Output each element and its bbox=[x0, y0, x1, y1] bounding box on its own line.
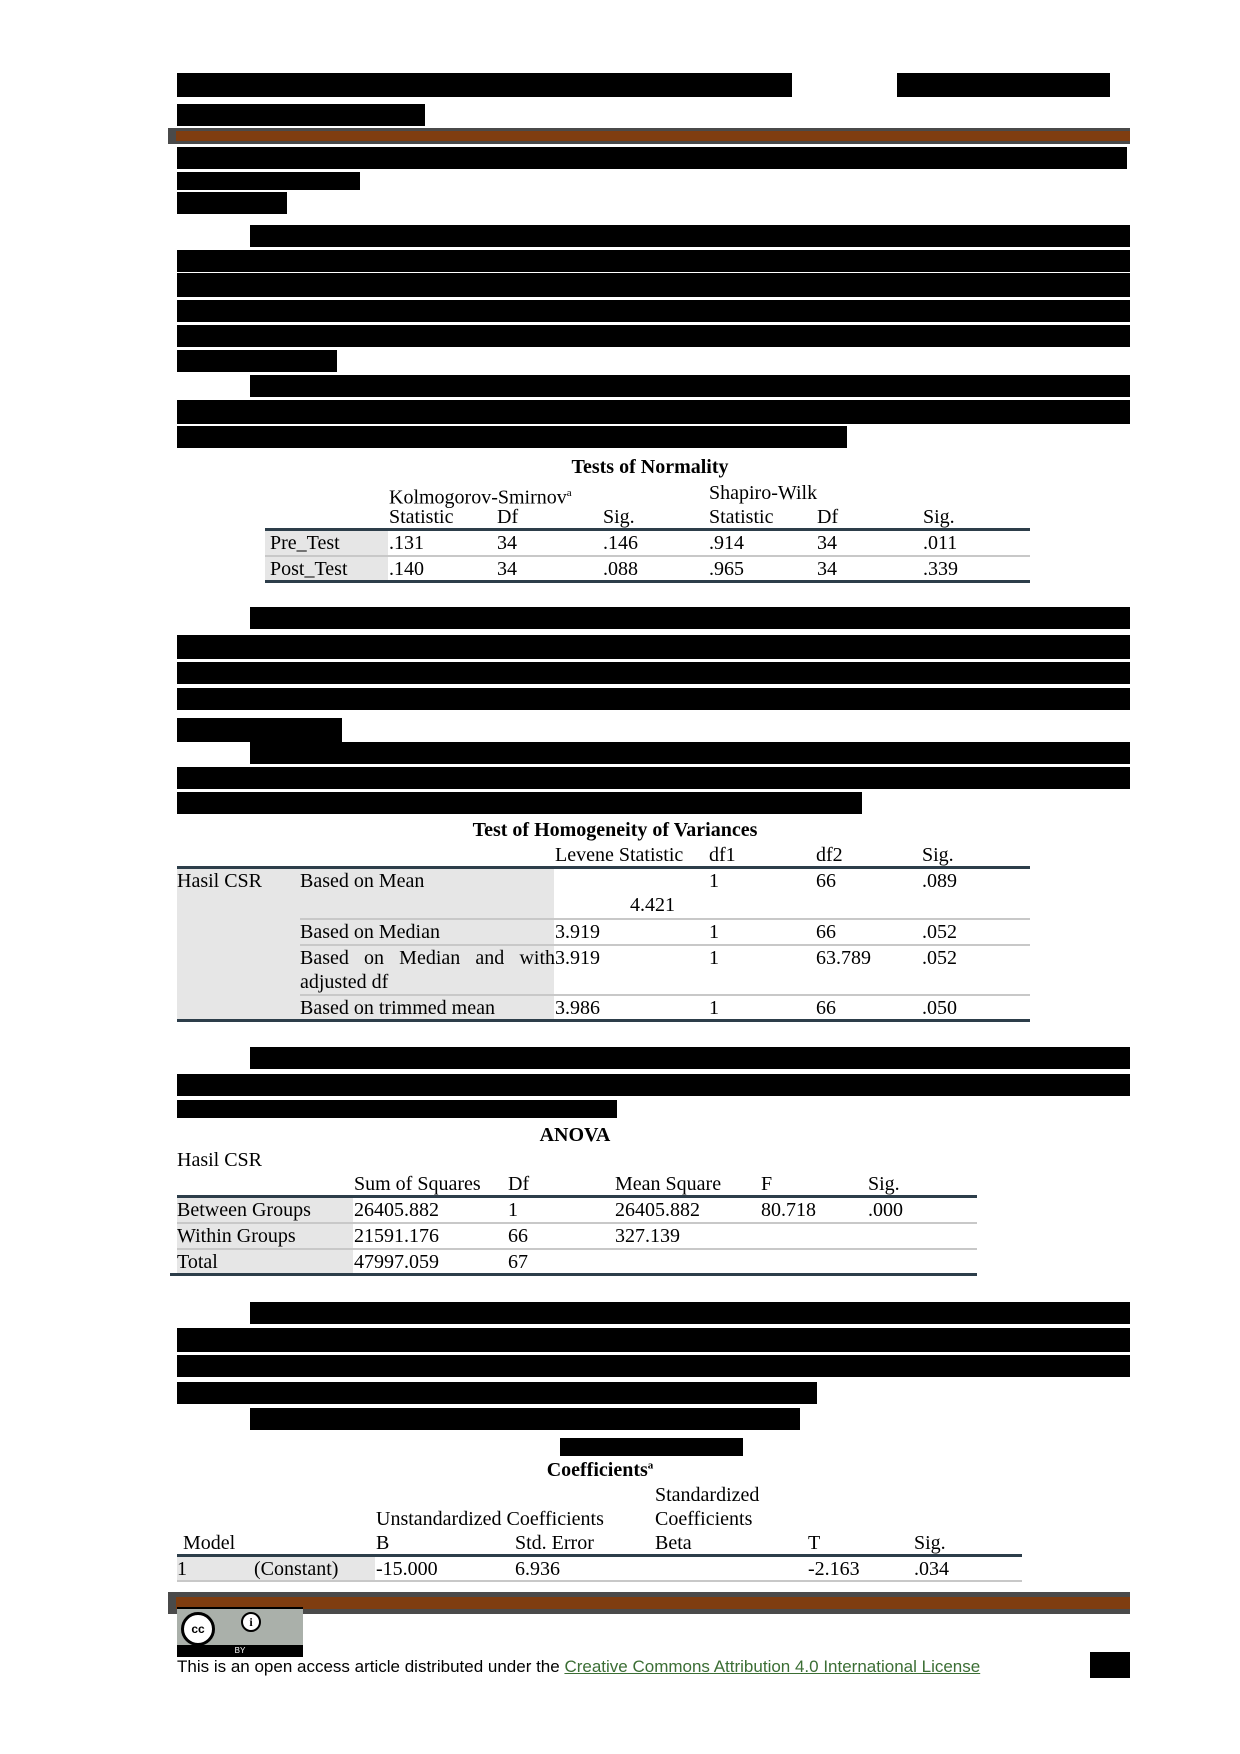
col-header: Sum of Squares bbox=[354, 1173, 481, 1195]
table-cell: .146 bbox=[603, 532, 638, 554]
table-cell: -2.163 bbox=[808, 1558, 860, 1580]
table-cell: 21591.176 bbox=[354, 1225, 439, 1247]
redacted-paragraph bbox=[177, 350, 337, 372]
col-header: Levene Statistic bbox=[555, 844, 684, 866]
table-cell: .131 bbox=[389, 532, 424, 554]
table-row-label: Pre_Test bbox=[270, 532, 340, 554]
col-header: Df bbox=[817, 506, 839, 528]
col-header: Sig. bbox=[868, 1173, 900, 1195]
col-header: Sig. bbox=[923, 506, 955, 528]
table-cell: 1 bbox=[709, 997, 719, 1019]
table-cell: 1 bbox=[508, 1199, 518, 1221]
table-cell: 1 bbox=[709, 921, 719, 943]
col-header: Model bbox=[183, 1532, 236, 1554]
redacted-paragraph bbox=[177, 250, 1130, 272]
redacted-paragraph bbox=[250, 375, 1130, 397]
normality-table-title: Tests of Normality bbox=[571, 456, 729, 478]
table-cell: 26405.882 bbox=[354, 1199, 439, 1221]
col-header: Statistic bbox=[709, 506, 774, 528]
redacted-paragraph bbox=[250, 1047, 1130, 1069]
redacted-paragraph bbox=[177, 767, 1130, 789]
table-cell: 3.919 bbox=[555, 947, 600, 969]
top-divider-bar bbox=[168, 128, 1130, 144]
table-cell: 66 bbox=[816, 870, 836, 892]
coefficients-table-title: Coefficients$^a$ bbox=[546, 1459, 654, 1481]
anova-subtitle: Hasil CSR bbox=[177, 1149, 263, 1171]
table-cell: 3.986 bbox=[555, 997, 600, 1019]
redacted-paragraph bbox=[177, 400, 1130, 424]
attribution-icon: i bbox=[241, 1612, 261, 1632]
table-cell: 34 bbox=[497, 532, 517, 554]
redacted-paragraph bbox=[177, 1100, 617, 1118]
redacted-caption bbox=[560, 1438, 743, 1456]
table-cell: 1 bbox=[709, 947, 719, 969]
table-row-label: Based on Mean bbox=[300, 870, 425, 892]
std-group-header: Standardized bbox=[655, 1484, 760, 1506]
table-cell: .034 bbox=[914, 1558, 949, 1580]
table-cell: .914 bbox=[709, 532, 744, 554]
col-header: Sig. bbox=[922, 844, 954, 866]
col-header: F bbox=[761, 1173, 773, 1195]
col-header: B bbox=[376, 1532, 390, 1554]
cc-icon: cc bbox=[181, 1612, 215, 1646]
redacted-paragraph bbox=[250, 742, 1130, 764]
homogeneity-table-title: Test of Homogeneity of Variances bbox=[472, 819, 758, 841]
table-cell: 3.919 bbox=[555, 921, 600, 943]
table-cell: 34 bbox=[817, 558, 837, 580]
table-cell: .011 bbox=[923, 532, 958, 554]
redacted-paragraph bbox=[177, 1074, 1130, 1096]
redacted-paragraph bbox=[177, 426, 847, 448]
redacted-page-number bbox=[1090, 1652, 1130, 1678]
table-row-label-cont: adjusted df bbox=[300, 971, 389, 993]
redacted-paragraph bbox=[250, 225, 1130, 247]
redacted-paragraph bbox=[177, 662, 1130, 684]
redacted-paragraph bbox=[177, 1382, 817, 1404]
col-header: df1 bbox=[709, 844, 736, 866]
table-cell: .052 bbox=[922, 947, 957, 969]
col-header: Statistic bbox=[389, 506, 454, 528]
col-header: Sig. bbox=[603, 506, 635, 528]
table-row-label: Based on trimmed mean bbox=[300, 997, 495, 1019]
table-cell: .000 bbox=[868, 1199, 903, 1221]
col-header: Df bbox=[508, 1173, 530, 1195]
redacted-header-line2 bbox=[177, 104, 425, 126]
std-group-header-2: Coefficients bbox=[655, 1508, 753, 1530]
table-row-label: Based on Median and with bbox=[300, 947, 555, 969]
redacted-paragraph bbox=[177, 273, 1130, 297]
table-cell: 34 bbox=[817, 532, 837, 554]
redacted-paragraph bbox=[177, 1328, 1130, 1352]
license-link[interactable]: Creative Commons Attribution 4.0 International License bbox=[564, 1657, 981, 1676]
cc-by-license-badge[interactable] bbox=[177, 1607, 303, 1657]
table-cell: .050 bbox=[922, 997, 957, 1019]
redacted-paragraph bbox=[177, 1355, 1130, 1377]
table-cell: 327.139 bbox=[615, 1225, 680, 1247]
col-header: T bbox=[808, 1532, 821, 1554]
table-cell: 66 bbox=[816, 921, 836, 943]
table-row-label: Within Groups bbox=[177, 1225, 296, 1247]
table-cell: .339 bbox=[923, 558, 958, 580]
table-cell: .052 bbox=[922, 921, 957, 943]
redacted-paragraph bbox=[177, 172, 360, 190]
table-cell: -15.000 bbox=[376, 1558, 438, 1580]
col-header: Mean Square bbox=[615, 1173, 722, 1195]
model-number: 1 bbox=[177, 1558, 187, 1580]
table-cell: 80.718 bbox=[761, 1199, 816, 1221]
redacted-header-right bbox=[897, 73, 1110, 97]
redacted-paragraph bbox=[177, 688, 1130, 710]
col-header: Std. Error bbox=[515, 1532, 594, 1554]
by-label: BY bbox=[177, 1645, 303, 1657]
redacted-paragraph bbox=[250, 1302, 1130, 1324]
table-cell: 34 bbox=[497, 558, 517, 580]
redacted-paragraph bbox=[177, 792, 862, 814]
redacted-header-title bbox=[177, 73, 792, 97]
redacted-paragraph bbox=[177, 718, 342, 742]
redacted-paragraph bbox=[177, 300, 1130, 322]
table-cell: .140 bbox=[389, 558, 424, 580]
table-row-label: Between Groups bbox=[177, 1199, 311, 1221]
sw-group-header: Shapiro-Wilk bbox=[709, 482, 818, 504]
table-cell: 4.421 bbox=[630, 894, 675, 916]
col-header: Beta bbox=[655, 1532, 692, 1554]
redacted-paragraph bbox=[177, 635, 1130, 659]
table-row-label: (Constant) bbox=[254, 1558, 339, 1580]
table-row-label: Based on Median bbox=[300, 921, 440, 943]
anova-table-title: ANOVA bbox=[539, 1124, 611, 1146]
redacted-paragraph bbox=[177, 147, 1127, 169]
table-row-label: Post_Test bbox=[270, 558, 348, 580]
col-header: df2 bbox=[816, 844, 843, 866]
table-row-label: Total bbox=[177, 1251, 218, 1273]
table-cell: 26405.882 bbox=[615, 1199, 700, 1221]
redacted-paragraph bbox=[177, 325, 1130, 347]
col-header: Sig. bbox=[914, 1532, 946, 1554]
table-cell: .088 bbox=[603, 558, 638, 580]
table-cell: 67 bbox=[508, 1251, 528, 1273]
table-cell: 1 bbox=[709, 870, 719, 892]
table-cell: 63.789 bbox=[816, 947, 871, 969]
table-cell: 66 bbox=[816, 997, 836, 1019]
group-label: Hasil CSR bbox=[177, 870, 263, 892]
redacted-paragraph bbox=[177, 192, 287, 214]
footer-divider-bar bbox=[168, 1592, 1130, 1614]
table-cell: 47997.059 bbox=[354, 1251, 439, 1273]
table-cell: 66 bbox=[508, 1225, 528, 1247]
ks-group-header: Kolmogorov-Smirnov$^a$ bbox=[389, 486, 572, 509]
unstd-group-header: Unstandardized Coefficients bbox=[376, 1508, 604, 1530]
table-cell: .089 bbox=[922, 870, 957, 892]
license-statement: This is an open access article distributed under the Creative Commons Attribution 4.0 International License bbox=[177, 1657, 981, 1676]
table-cell: 6.936 bbox=[515, 1558, 560, 1580]
col-header: Df bbox=[497, 506, 519, 528]
table-cell: .965 bbox=[709, 558, 744, 580]
redacted-paragraph bbox=[250, 607, 1130, 629]
redacted-paragraph bbox=[250, 1408, 800, 1430]
